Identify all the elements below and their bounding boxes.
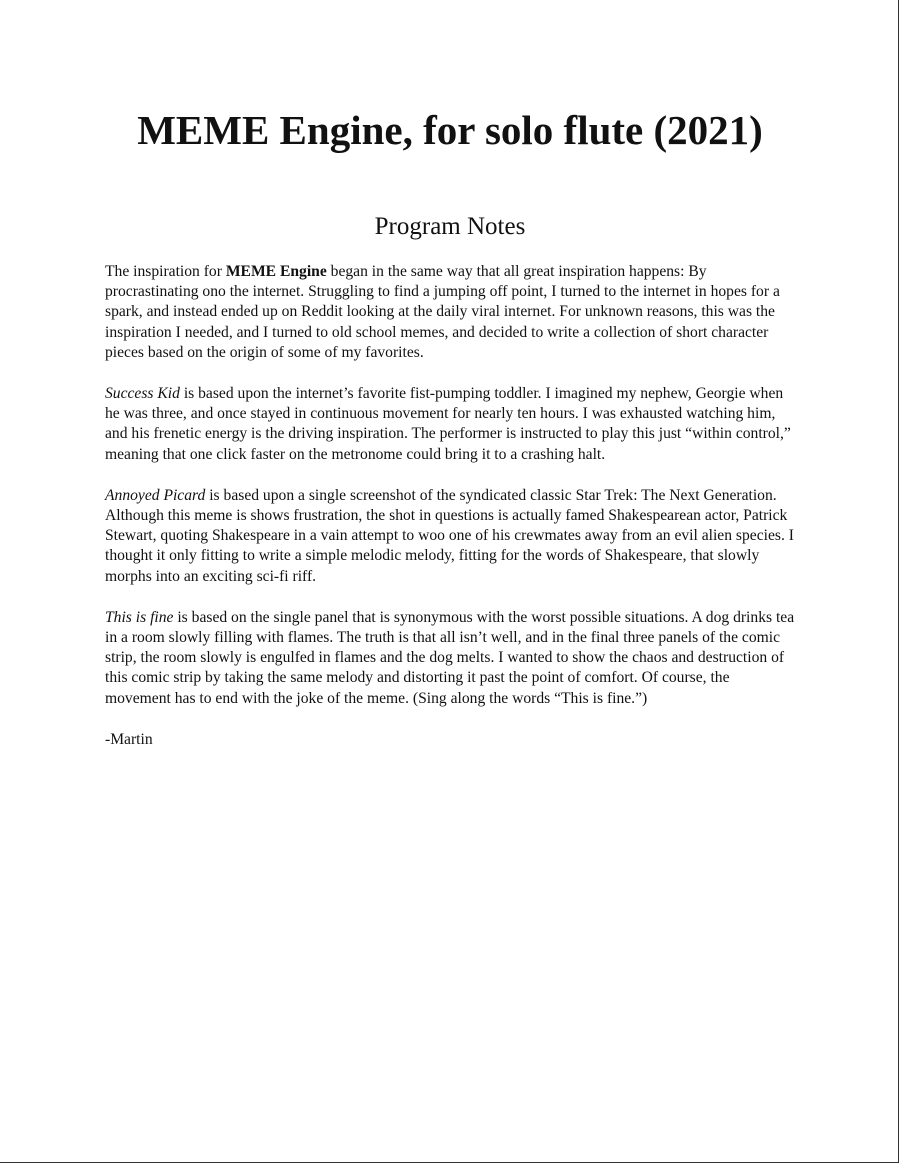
movement-title: Success Kid (105, 385, 180, 403)
paragraph-inspiration (105, 262, 795, 363)
paragraph-annoyed-picard (105, 486, 795, 587)
paragraph-text: is based upon a single screenshot of the syndicated classic Star Trek: The Next Generation. Although this meme is shows frustration, the shot in questions is actually famed Shakespearean actor, Patrick Stewart, quoting Shakespeare in a vain attempt to woo one of his crewmates away from an evil alien species. I thought it only fitting to write a simple melodic melody, fitting for the words of Shakespeare, that slowly morphs into an exciting sci-fi riff. (105, 486, 794, 585)
paragraph-lead: The inspiration for (105, 263, 226, 280)
paragraph-text: is based upon the internet’s favorite fist-pumping toddler. I imagined my nephew, Georgie when he was three, and once stayed in continuous movement for nearly ten hours. I was exhausted watching him, and his frenetic energy is the driving inspiration. The performer is instructed to play this just “within control,” meaning that one click faster on the metronome could bring it to a crashing halt. (105, 385, 791, 463)
signature: -Martin (105, 730, 153, 748)
paragraph-success-kid (105, 384, 795, 465)
paragraph-text: began in the same way that all great inspiration happens: By procrastinating ono the internet. Struggling to find a jumping off point, I turned to the internet in hopes for a spark, and instead ended up on Reddit looking at the daily viral internet. For unknown reasons, this was the inspiration I needed, and I turned to old school memes, and decided to write a collection of short character pieces based on the origin of some of my favorites. (105, 263, 780, 361)
paragraph-text: is based on the single panel that is synonymous with the worst possible situations. A dog drinks tea in a room slowly filling with flames. The truth is that all isn’t well, and in the final three panels of the comic strip, the room slowly is engulfed in flames and the dog melts. I wanted to show the chaos and destruction of this comic strip by taking the same melody and distorting it past the point of comfort. Of course, the movement has to end with the joke of the meme. (Sing along the words “This is fine.”) (105, 608, 795, 707)
document-title: MEME Engine, for solo flute (2021) (137, 107, 763, 153)
work-title-emphasis: MEME Engine (225, 263, 327, 280)
movement-title: This is fine (105, 608, 174, 626)
program-notes-body (105, 262, 795, 750)
program-notes-heading: Program Notes (374, 213, 526, 240)
paragraph-this-is-fine (105, 608, 795, 709)
movement-title: Annoyed Picard (105, 486, 206, 504)
